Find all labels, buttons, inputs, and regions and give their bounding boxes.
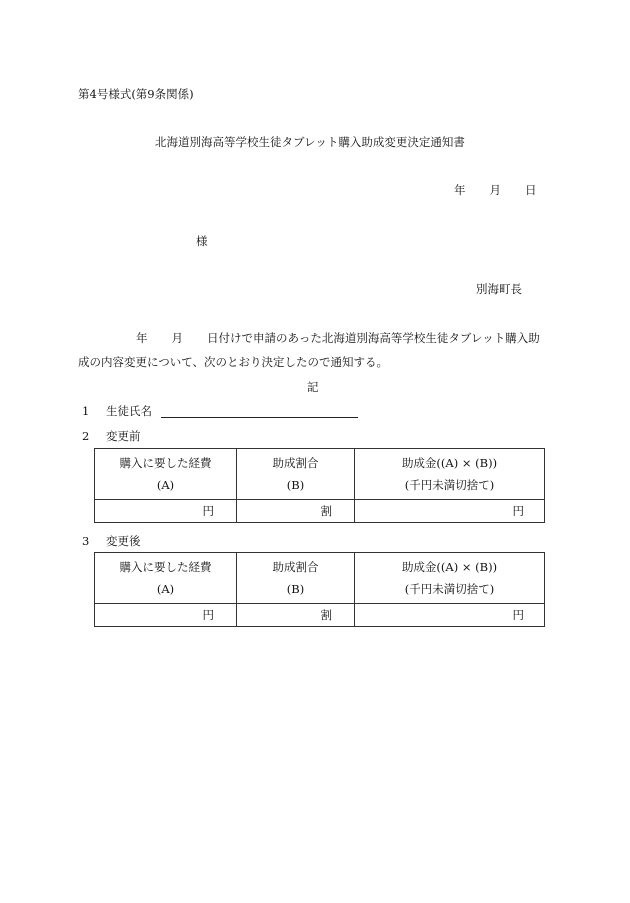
table-header-row — [95, 553, 545, 604]
body-year: 年 — [136, 331, 148, 345]
header-cost: 購入に要した経費 (A) — [95, 449, 237, 500]
section-before-change — [82, 431, 141, 443]
date-day: 日 — [525, 183, 537, 197]
cost-cell[interactable]: 円 — [95, 604, 237, 627]
section-number: 3 — [82, 534, 90, 548]
header-rate: 助成割合 (B) — [237, 449, 355, 500]
section-label: 生徒氏名 — [106, 404, 152, 418]
sender-name: 別海町長 — [476, 282, 522, 296]
header-cost: 購入に要した経費 (A) — [95, 553, 237, 604]
header-rate: 助成割合 (B) — [237, 553, 355, 604]
section-label: 変更前 — [106, 429, 141, 443]
rate-cell[interactable]: 割 — [237, 500, 355, 523]
section-number: 1 — [82, 404, 90, 418]
subsidy-cell[interactable]: 円 — [355, 500, 545, 523]
date-month: 月 — [489, 183, 501, 197]
date-line — [454, 185, 537, 197]
rate-cell[interactable]: 割 — [237, 604, 355, 627]
section-student-name — [82, 406, 152, 418]
section-label: 変更後 — [106, 534, 141, 548]
section-after-change — [82, 536, 141, 548]
table-value-row — [95, 500, 545, 523]
subsidy-cell[interactable]: 円 — [355, 604, 545, 627]
student-name-underline[interactable] — [161, 417, 358, 418]
document-title: 北海道別海高等学校生徒タブレット購入助成変更決定通知書 — [155, 135, 465, 149]
header-subsidy: 助成金((A) × (B)) (千円未満切捨て) — [355, 449, 545, 500]
date-year: 年 — [454, 183, 466, 197]
ki-heading: 記 — [307, 380, 319, 394]
addressee-suffix: 様 — [196, 234, 208, 248]
table-value-row — [95, 604, 545, 627]
body-text-1: 日付けで申請のあった北海道別海高等学校生徒タブレット購入助 — [207, 331, 540, 345]
section-number: 2 — [82, 429, 90, 443]
form-number: 第4号様式(第9条関係) — [78, 87, 194, 101]
body-line-2: 成の内容変更について、次のとおり決定したので通知する。 — [78, 355, 389, 369]
header-subsidy: 助成金((A) × (B)) (千円未満切捨て) — [355, 553, 545, 604]
cost-cell[interactable]: 円 — [95, 500, 237, 523]
body-line-1 — [78, 333, 540, 345]
body-month: 月 — [171, 331, 183, 345]
table-header-row — [95, 449, 545, 500]
before-change-table — [94, 448, 545, 523]
after-change-table — [94, 552, 545, 627]
